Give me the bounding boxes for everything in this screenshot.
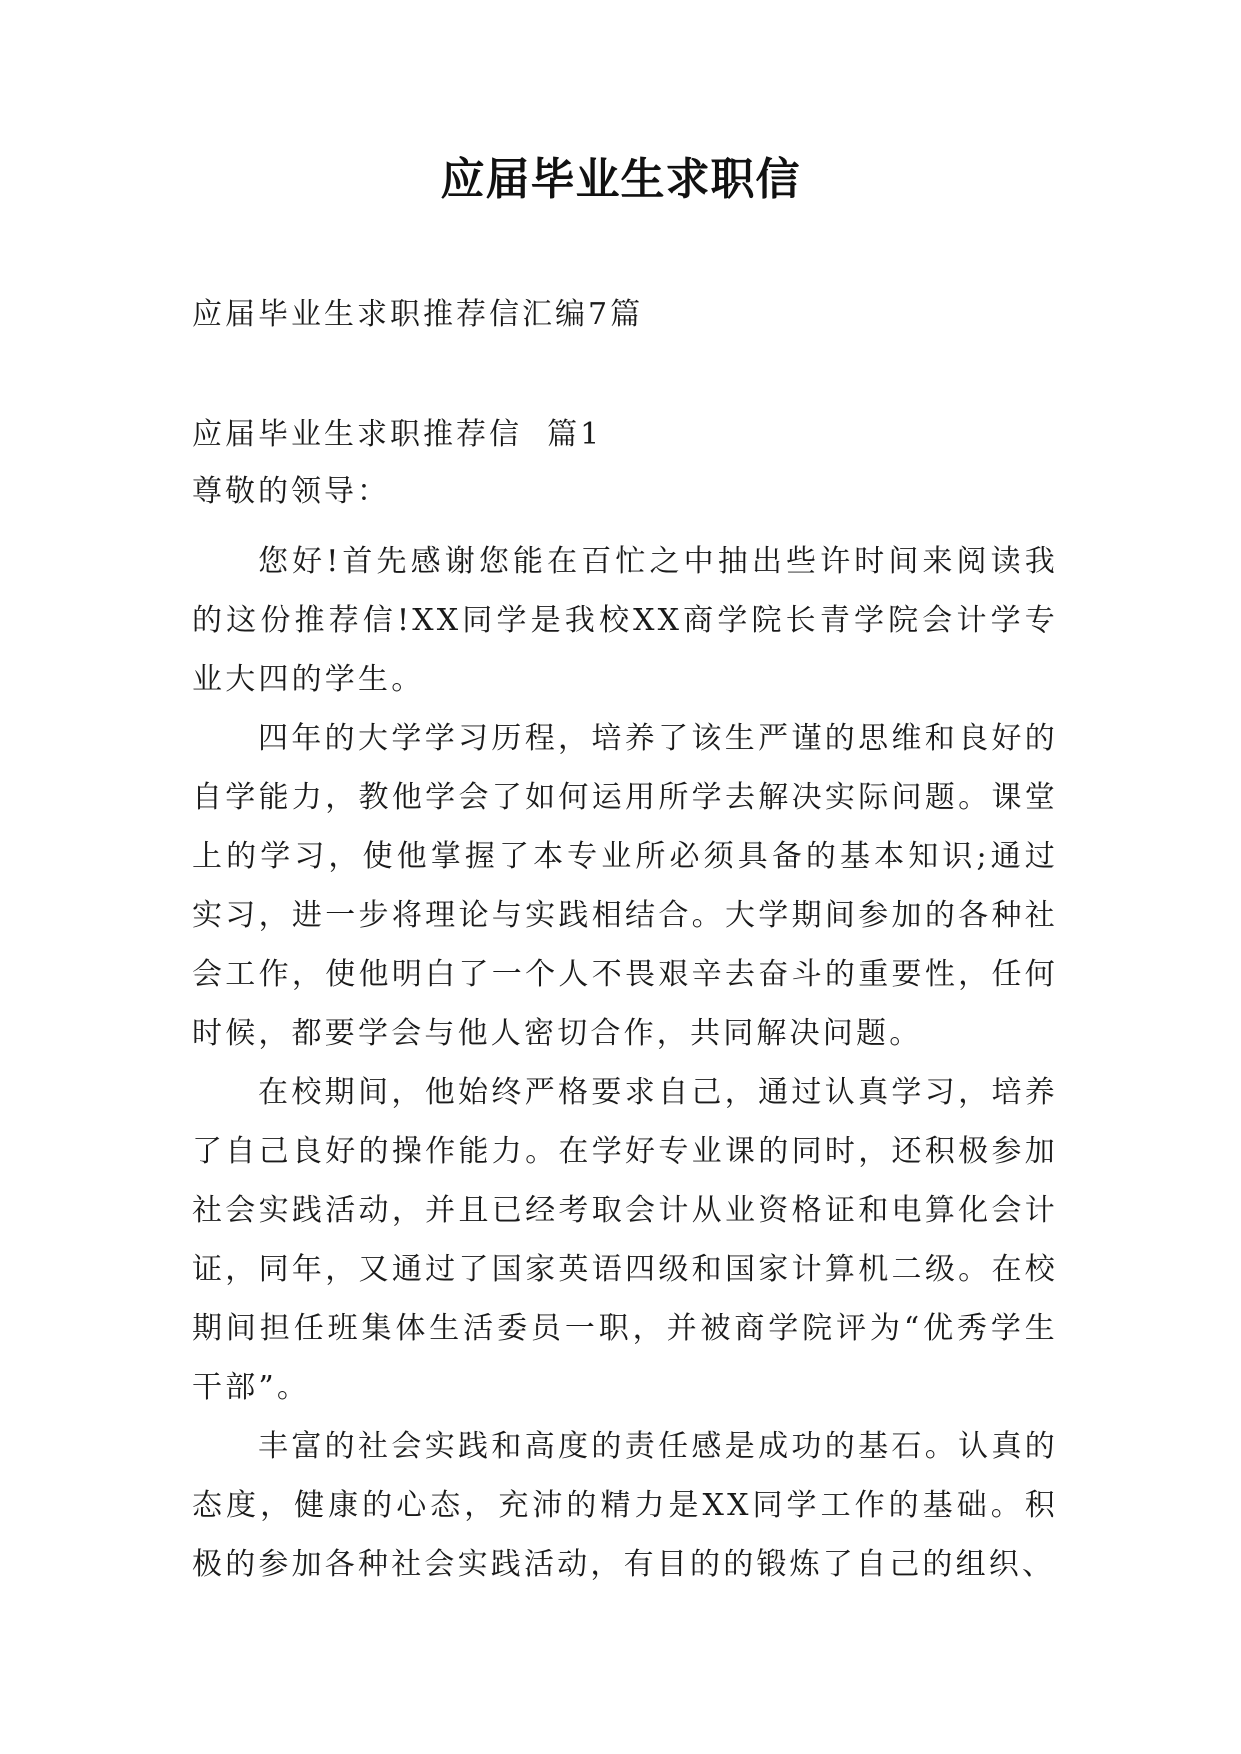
paragraph: 四年的大学学习历程，培养了该生严谨的思维和良好的自学能力，教他学会了如何运用所学去解决实际问题。课堂上的学习，使他掌握了本专业所必须具备的基本知识;通过实习，进一步将理论与实践相结合。大学期间参加的各种社会工作，使他明白了一个人不畏艰辛去奋斗的重要性，任何时候，都要学会与他人密切合作，共同解决问题。 [192, 721, 1058, 1051]
paragraph: 在校期间，他始终严格要求自己，通过认真学习，培养了自己良好的操作能力。在学好专业课的同时，还积极参加社会实践活动，并且已经考取会计从业资格证和电算化会计证，同年，又通过了国家英语四级和国家计算机二级。在校期间担任班集体生活委员一职，并被商学院评为“优秀学生干部”。 [192, 1075, 1058, 1405]
paragraph: 您好!首先感谢您能在百忙之中抽出些许时间来阅读我的这份推荐信!XX同学是我校XX商学院长青学院会计学专业大四的学生。 [192, 544, 1058, 697]
document-title: 应届毕业生求职信 [440, 154, 801, 205]
paragraph: 丰富的社会实践和高度的责任感是成功的基石。认真的态度，健康的心态，充沛的精力是XX同学工作的基础。积极的参加各种社会实践活动，有目的的锻炼了自己的组织、 [192, 1429, 1058, 1582]
letter-body [192, 532, 1058, 1594]
salutation: 尊敬的领导： [192, 474, 390, 509]
section-heading: 应届毕业生求职推荐信 篇1 [192, 417, 603, 452]
document-subtitle: 应届毕业生求职推荐信汇编7篇 [192, 297, 644, 332]
